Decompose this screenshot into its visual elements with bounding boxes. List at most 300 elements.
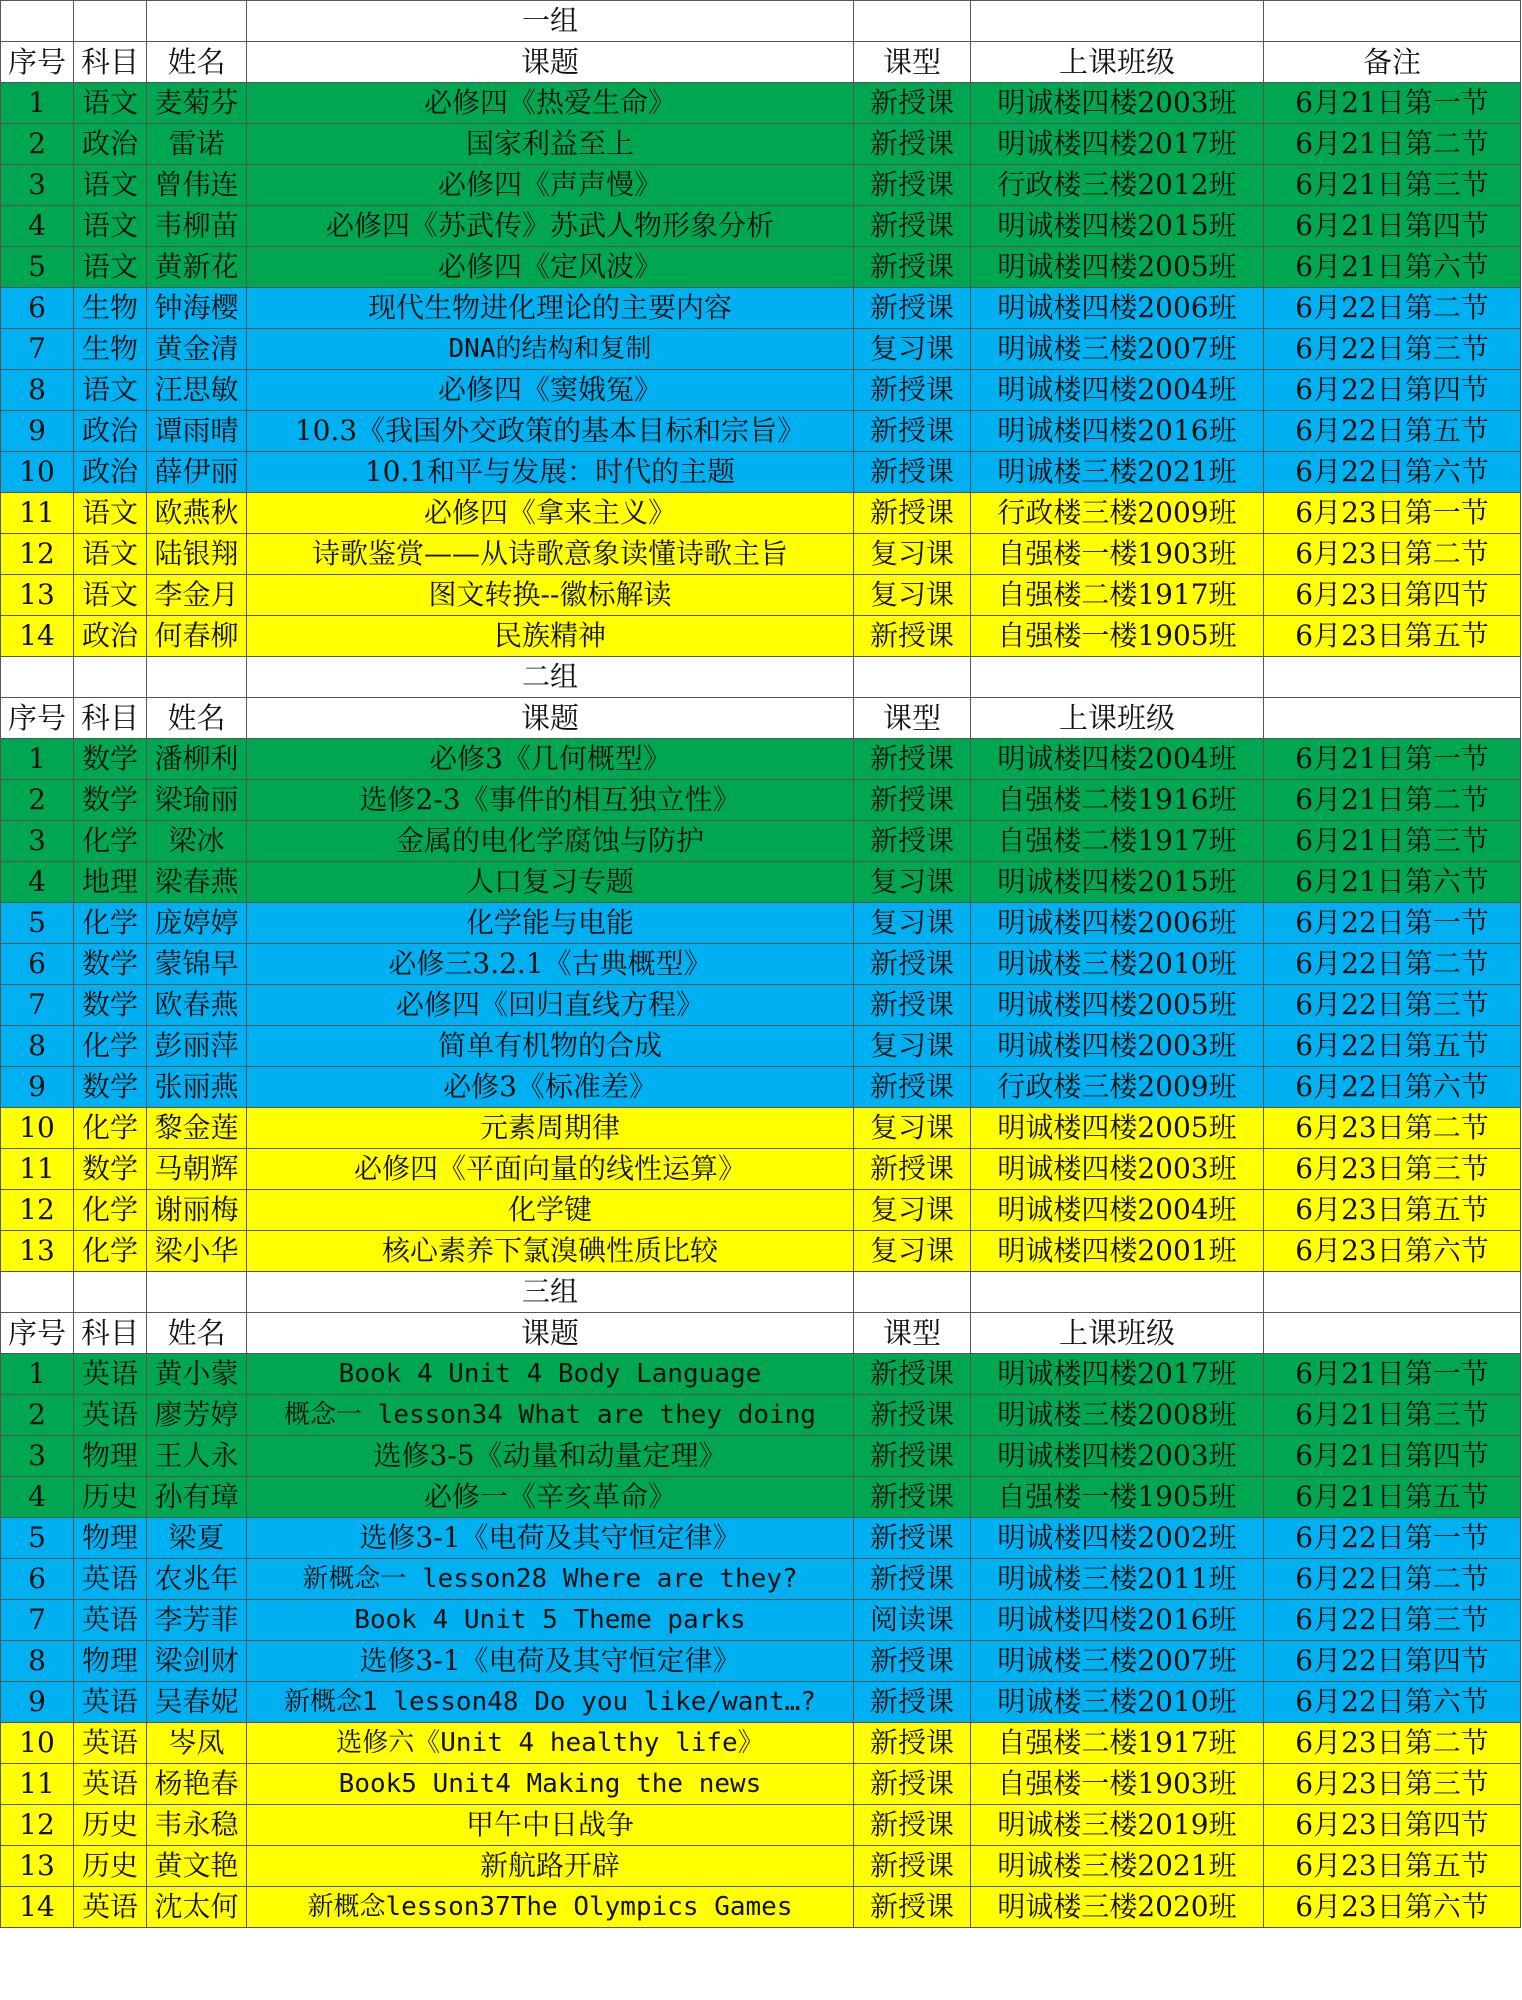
seq-cell: 3 [1,821,74,862]
table-row [1,165,1521,206]
class-cell: 明诚楼三楼2007班 [971,1641,1264,1682]
class-cell: 行政楼三楼2009班 [971,1067,1264,1108]
name-cell: 薛伊丽 [147,452,247,493]
seq-cell: 13 [1,1231,74,1272]
class-cell: 明诚楼三楼2019班 [971,1805,1264,1846]
note-cell: 6月23日第四节 [1264,1805,1521,1846]
topic-cell: 必修四《苏武传》苏武人物形象分析 [247,206,854,247]
seq-cell: 1 [1,83,74,124]
empty-cell [147,657,247,698]
lesson-type-cell: 新授课 [854,1395,971,1436]
class-cell: 自强楼二楼1917班 [971,575,1264,616]
seq-cell: 2 [1,1395,74,1436]
topic-cell: 新概念lesson37The Olympics Games [247,1887,854,1928]
table-row [1,1600,1521,1641]
subject-cell: 英语 [74,1559,147,1600]
lesson-type-cell: 新授课 [854,1518,971,1559]
seq-cell: 12 [1,1190,74,1231]
subject-cell: 地理 [74,862,147,903]
topic-cell: 10.1和平与发展：时代的主题 [247,452,854,493]
name-cell: 庞婷婷 [147,903,247,944]
name-cell: 梁瑜丽 [147,780,247,821]
subject-cell: 政治 [74,452,147,493]
table-row [1,1436,1521,1477]
topic-cell: 金属的电化学腐蚀与防护 [247,821,854,862]
subject-cell: 英语 [74,1600,147,1641]
group-title: 一组 [247,1,854,42]
class-cell: 自强楼一楼1903班 [971,1764,1264,1805]
header-note: 备注 [1264,42,1521,83]
seq-cell: 3 [1,165,74,206]
empty-cell [971,1,1264,42]
topic-cell: Book 4 Unit 4 Body Language [247,1354,854,1395]
seq-cell: 8 [1,1026,74,1067]
class-cell: 明诚楼四楼2005班 [971,1108,1264,1149]
topic-cell: 核心素养下氯溴碘性质比较 [247,1231,854,1272]
name-cell: 黄新花 [147,247,247,288]
table-row [1,452,1521,493]
name-cell: 李芳菲 [147,1600,247,1641]
name-cell: 曾伟连 [147,165,247,206]
subject-cell: 数学 [74,944,147,985]
topic-cell: 选修3-5《动量和动量定理》 [247,1436,854,1477]
table-row [1,288,1521,329]
subject-cell: 语文 [74,83,147,124]
note-cell: 6月21日第五节 [1264,1477,1521,1518]
topic-cell: 新概念一 lesson28 Where are they? [247,1559,854,1600]
seq-cell: 11 [1,1149,74,1190]
seq-cell: 10 [1,452,74,493]
table-row [1,1477,1521,1518]
name-cell: 韦柳苗 [147,206,247,247]
seq-cell: 6 [1,1559,74,1600]
seq-cell: 5 [1,1518,74,1559]
topic-cell: 必修四《平面向量的线性运算》 [247,1149,854,1190]
class-cell: 明诚楼三楼2011班 [971,1559,1264,1600]
lesson-type-cell: 复习课 [854,1108,971,1149]
class-cell: 行政楼三楼2009班 [971,493,1264,534]
name-cell: 陆银翔 [147,534,247,575]
header-topic: 课题 [247,698,854,739]
subject-cell: 化学 [74,903,147,944]
lesson-type-cell: 新授课 [854,1723,971,1764]
table-row [1,1108,1521,1149]
note-cell: 6月23日第四节 [1264,575,1521,616]
topic-cell: 选修六《Unit 4 healthy life》 [247,1723,854,1764]
name-cell: 孙有璋 [147,1477,247,1518]
lesson-type-cell: 新授课 [854,1846,971,1887]
note-cell: 6月23日第一节 [1264,493,1521,534]
seq-cell: 1 [1,739,74,780]
name-cell: 吴春妮 [147,1682,247,1723]
name-cell: 钟海樱 [147,288,247,329]
table-row [1,1190,1521,1231]
class-cell: 明诚楼四楼2017班 [971,124,1264,165]
class-cell: 明诚楼四楼2006班 [971,288,1264,329]
class-cell: 自强楼二楼1916班 [971,780,1264,821]
seq-cell: 9 [1,1682,74,1723]
subject-cell: 生物 [74,329,147,370]
class-cell: 明诚楼三楼2008班 [971,1395,1264,1436]
topic-cell: 必修四《窦娥冤》 [247,370,854,411]
header-seq: 序号 [1,698,74,739]
note-cell: 6月22日第一节 [1264,903,1521,944]
class-cell: 明诚楼四楼2017班 [971,1354,1264,1395]
seq-cell: 7 [1,329,74,370]
name-cell: 何春柳 [147,616,247,657]
header-lesson-type: 课型 [854,698,971,739]
lesson-type-cell: 新授课 [854,821,971,862]
note-cell: 6月22日第一节 [1264,1518,1521,1559]
subject-cell: 数学 [74,1067,147,1108]
table-row [1,493,1521,534]
topic-cell: 新航路开辟 [247,1846,854,1887]
subject-cell: 化学 [74,1190,147,1231]
name-cell: 李金月 [147,575,247,616]
note-cell: 6月21日第一节 [1264,1354,1521,1395]
name-cell: 韦永稳 [147,1805,247,1846]
class-cell: 明诚楼四楼2016班 [971,411,1264,452]
subject-cell: 物理 [74,1518,147,1559]
empty-cell [147,1272,247,1313]
empty-cell [74,1272,147,1313]
class-cell: 明诚楼四楼2005班 [971,985,1264,1026]
seq-cell: 9 [1,411,74,452]
topic-cell: 民族精神 [247,616,854,657]
table-row [1,1067,1521,1108]
subject-cell: 化学 [74,1108,147,1149]
table-row [1,575,1521,616]
note-cell: 6月22日第六节 [1264,1067,1521,1108]
seq-cell: 11 [1,1764,74,1805]
seq-cell: 4 [1,1477,74,1518]
class-cell: 明诚楼四楼2004班 [971,370,1264,411]
table-row [1,1026,1521,1067]
class-cell: 明诚楼三楼2007班 [971,329,1264,370]
note-cell: 6月23日第三节 [1264,1149,1521,1190]
lesson-type-cell: 新授课 [854,1559,971,1600]
table-row [1,329,1521,370]
note-cell: 6月22日第四节 [1264,1641,1521,1682]
lesson-type-cell: 新授课 [854,452,971,493]
schedule-body [1,1,1521,1928]
empty-cell [1,657,74,698]
table-row [1,739,1521,780]
seq-cell: 13 [1,575,74,616]
class-cell: 明诚楼三楼2020班 [971,1887,1264,1928]
subject-cell: 语文 [74,493,147,534]
class-cell: 明诚楼三楼2021班 [971,1846,1264,1887]
note-cell: 6月23日第六节 [1264,1231,1521,1272]
class-cell: 明诚楼四楼2006班 [971,903,1264,944]
seq-cell: 8 [1,370,74,411]
empty-cell [1264,1272,1521,1313]
lesson-type-cell: 复习课 [854,329,971,370]
subject-cell: 历史 [74,1477,147,1518]
table-row [1,862,1521,903]
lesson-type-cell: 复习课 [854,575,971,616]
lesson-type-cell: 新授课 [854,985,971,1026]
note-cell: 6月22日第四节 [1264,370,1521,411]
lesson-type-cell: 复习课 [854,534,971,575]
note-cell: 6月22日第二节 [1264,288,1521,329]
table-row [1,411,1521,452]
seq-cell: 12 [1,1805,74,1846]
note-cell: 6月21日第三节 [1264,821,1521,862]
topic-cell: 10.3《我国外交政策的基本目标和宗旨》 [247,411,854,452]
note-cell: 6月22日第五节 [1264,411,1521,452]
name-cell: 彭丽萍 [147,1026,247,1067]
subject-cell: 语文 [74,165,147,206]
note-cell: 6月21日第三节 [1264,1395,1521,1436]
topic-cell: 诗歌鉴赏——从诗歌意象读懂诗歌主旨 [247,534,854,575]
header-class: 上课班级 [971,698,1264,739]
name-cell: 麦菊芬 [147,83,247,124]
note-cell: 6月21日第四节 [1264,1436,1521,1477]
note-cell: 6月22日第二节 [1264,944,1521,985]
lesson-type-cell: 复习课 [854,862,971,903]
subject-cell: 数学 [74,985,147,1026]
group-title: 二组 [247,657,854,698]
name-cell: 梁春燕 [147,862,247,903]
topic-cell: 必修四《定风波》 [247,247,854,288]
note-cell: 6月22日第三节 [1264,329,1521,370]
note-cell: 6月21日第六节 [1264,247,1521,288]
lesson-type-cell: 新授课 [854,411,971,452]
name-cell: 蒙锦早 [147,944,247,985]
lesson-type-cell: 新授课 [854,370,971,411]
class-cell: 明诚楼四楼2001班 [971,1231,1264,1272]
seq-cell: 7 [1,985,74,1026]
name-cell: 梁夏 [147,1518,247,1559]
subject-cell: 英语 [74,1682,147,1723]
subject-cell: 语文 [74,370,147,411]
subject-cell: 英语 [74,1395,147,1436]
subject-cell: 历史 [74,1846,147,1887]
lesson-type-cell: 新授课 [854,1764,971,1805]
table-row [1,1559,1521,1600]
table-row [1,1149,1521,1190]
header-topic: 课题 [247,42,854,83]
empty-cell [971,1272,1264,1313]
class-cell: 明诚楼四楼2003班 [971,1149,1264,1190]
note-cell: 6月22日第三节 [1264,985,1521,1026]
seq-cell: 4 [1,862,74,903]
header-name: 姓名 [147,698,247,739]
note-cell: 6月23日第六节 [1264,1887,1521,1928]
seq-cell: 2 [1,780,74,821]
note-cell: 6月21日第一节 [1264,83,1521,124]
class-cell: 明诚楼三楼2010班 [971,944,1264,985]
table-row [1,370,1521,411]
header-class: 上课班级 [971,1313,1264,1354]
table-row [1,616,1521,657]
lesson-type-cell: 新授课 [854,124,971,165]
header-note [1264,698,1521,739]
note-cell: 6月23日第五节 [1264,616,1521,657]
subject-cell: 化学 [74,1231,147,1272]
table-row [1,1395,1521,1436]
header-name: 姓名 [147,42,247,83]
seq-cell: 9 [1,1067,74,1108]
topic-cell: 化学能与电能 [247,903,854,944]
name-cell: 王人永 [147,1436,247,1477]
topic-cell: 现代生物进化理论的主要内容 [247,288,854,329]
name-cell: 沈太何 [147,1887,247,1928]
subject-cell: 政治 [74,124,147,165]
note-cell: 6月23日第五节 [1264,1190,1521,1231]
note-cell: 6月21日第四节 [1264,206,1521,247]
lesson-type-cell: 新授课 [854,1805,971,1846]
lesson-type-cell: 新授课 [854,206,971,247]
subject-cell: 语文 [74,575,147,616]
subject-cell: 数学 [74,780,147,821]
class-cell: 明诚楼三楼2010班 [971,1682,1264,1723]
name-cell: 黄金清 [147,329,247,370]
seq-cell: 6 [1,944,74,985]
header-note [1264,1313,1521,1354]
header-row [1,698,1521,739]
topic-cell: 化学键 [247,1190,854,1231]
table-row [1,1723,1521,1764]
table-row [1,124,1521,165]
seq-cell: 11 [1,493,74,534]
table-row [1,944,1521,985]
subject-cell: 政治 [74,411,147,452]
subject-cell: 化学 [74,821,147,862]
empty-cell [74,1,147,42]
subject-cell: 历史 [74,1805,147,1846]
name-cell: 黎金莲 [147,1108,247,1149]
header-subject: 科目 [74,698,147,739]
class-cell: 自强楼一楼1903班 [971,534,1264,575]
name-cell: 谭雨晴 [147,411,247,452]
topic-cell: DNA的结构和复制 [247,329,854,370]
topic-cell: 国家利益至上 [247,124,854,165]
empty-cell [147,1,247,42]
name-cell: 梁剑财 [147,1641,247,1682]
note-cell: 6月21日第三节 [1264,165,1521,206]
class-cell: 自强楼二楼1917班 [971,1723,1264,1764]
header-seq: 序号 [1,1313,74,1354]
topic-cell: 新概念1 lesson48 Do you like/want…? [247,1682,854,1723]
table-row [1,1764,1521,1805]
class-cell: 明诚楼四楼2015班 [971,206,1264,247]
topic-cell: 必修四《热爱生命》 [247,83,854,124]
header-subject: 科目 [74,42,147,83]
table-row [1,206,1521,247]
name-cell: 汪思敏 [147,370,247,411]
topic-cell: 图文转换--徽标解读 [247,575,854,616]
seq-cell: 14 [1,1887,74,1928]
name-cell: 黄小蒙 [147,1354,247,1395]
table-row [1,1805,1521,1846]
group-title-row [1,1,1521,42]
topic-cell: 必修三3.2.1《古典概型》 [247,944,854,985]
note-cell: 6月23日第二节 [1264,1108,1521,1149]
header-row [1,1313,1521,1354]
subject-cell: 生物 [74,288,147,329]
topic-cell: 必修3《几何概型》 [247,739,854,780]
subject-cell: 英语 [74,1887,147,1928]
lesson-type-cell: 复习课 [854,1190,971,1231]
lesson-type-cell: 新授课 [854,1067,971,1108]
topic-cell: Book5 Unit4 Making the news [247,1764,854,1805]
seq-cell: 7 [1,1600,74,1641]
name-cell: 欧春燕 [147,985,247,1026]
topic-cell: 选修2-3《事件的相互独立性》 [247,780,854,821]
lesson-type-cell: 新授课 [854,780,971,821]
topic-cell: 选修3-1《电荷及其守恒定律》 [247,1518,854,1559]
note-cell: 6月23日第五节 [1264,1846,1521,1887]
note-cell: 6月21日第二节 [1264,124,1521,165]
class-cell: 明诚楼四楼2004班 [971,739,1264,780]
table-row [1,534,1521,575]
header-subject: 科目 [74,1313,147,1354]
table-row [1,1682,1521,1723]
seq-cell: 8 [1,1641,74,1682]
subject-cell: 数学 [74,1149,147,1190]
subject-cell: 语文 [74,534,147,575]
lesson-type-cell: 新授课 [854,1436,971,1477]
subject-cell: 政治 [74,616,147,657]
table-row [1,83,1521,124]
name-cell: 潘柳利 [147,739,247,780]
seq-cell: 1 [1,1354,74,1395]
lesson-type-cell: 新授课 [854,247,971,288]
note-cell: 6月22日第六节 [1264,452,1521,493]
name-cell: 梁冰 [147,821,247,862]
subject-cell: 物理 [74,1641,147,1682]
note-cell: 6月23日第二节 [1264,1723,1521,1764]
empty-cell [854,1,971,42]
name-cell: 农兆年 [147,1559,247,1600]
subject-cell: 语文 [74,206,147,247]
seq-cell: 5 [1,247,74,288]
group-title-row [1,1272,1521,1313]
subject-cell: 英语 [74,1764,147,1805]
lesson-type-cell: 新授课 [854,493,971,534]
class-cell: 明诚楼四楼2005班 [971,247,1264,288]
name-cell: 马朝辉 [147,1149,247,1190]
lesson-type-cell: 复习课 [854,1026,971,1067]
header-topic: 课题 [247,1313,854,1354]
class-cell: 明诚楼四楼2003班 [971,1026,1264,1067]
topic-cell: 必修四《回归直线方程》 [247,985,854,1026]
name-cell: 岑凤 [147,1723,247,1764]
class-cell: 自强楼一楼1905班 [971,616,1264,657]
topic-cell: 必修四《拿来主义》 [247,493,854,534]
lesson-type-cell: 新授课 [854,83,971,124]
table-row [1,1354,1521,1395]
table-row [1,247,1521,288]
name-cell: 黄文艳 [147,1846,247,1887]
subject-cell: 语文 [74,247,147,288]
seq-cell: 10 [1,1723,74,1764]
note-cell: 6月22日第三节 [1264,1600,1521,1641]
lesson-type-cell: 新授课 [854,739,971,780]
lesson-type-cell: 新授课 [854,165,971,206]
empty-cell [1,1,74,42]
seq-cell: 4 [1,206,74,247]
group-title: 三组 [247,1272,854,1313]
topic-cell: 必修四《声声慢》 [247,165,854,206]
name-cell: 雷诺 [147,124,247,165]
name-cell: 谢丽梅 [147,1190,247,1231]
empty-cell [854,657,971,698]
table-row [1,821,1521,862]
subject-cell: 数学 [74,739,147,780]
